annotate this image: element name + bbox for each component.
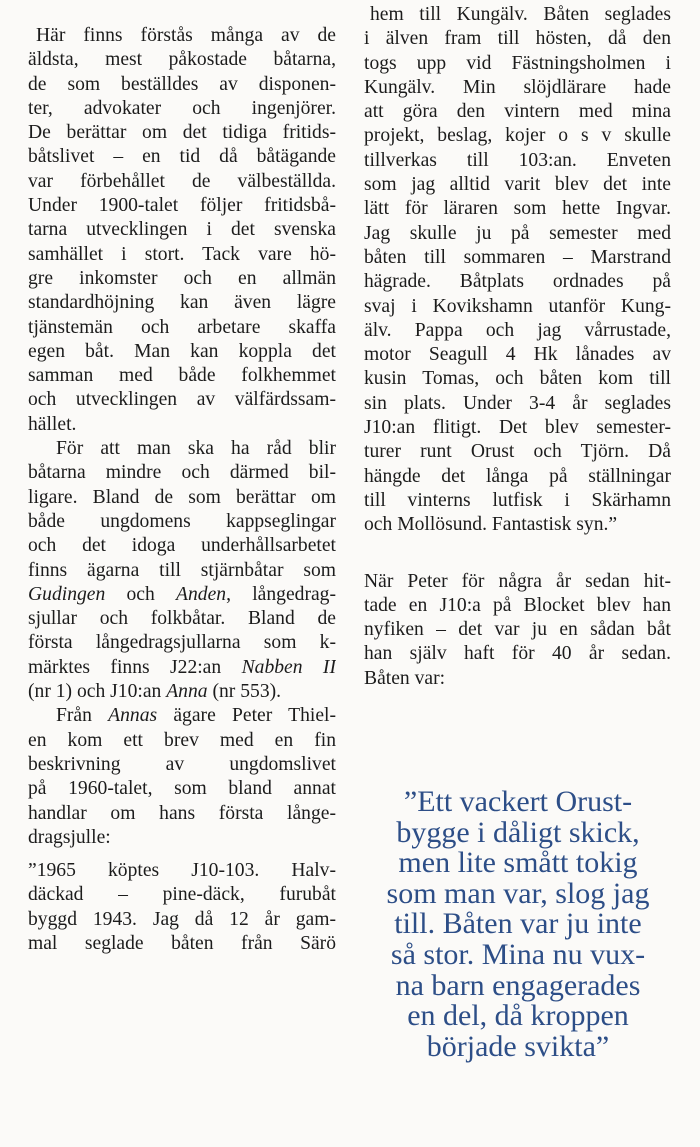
pull-quote-line: till. Båten var ju inte bbox=[394, 907, 642, 941]
text-line: egen båt. Man kan koppla det bbox=[28, 340, 336, 362]
text-line: De berättar om det tidiga fritids- bbox=[28, 122, 336, 144]
text-line: samman med både folkhemmet bbox=[28, 365, 336, 387]
pull-quote bbox=[370, 787, 666, 1062]
text-line: både ungdomens kappseglingar bbox=[28, 510, 336, 532]
text-line: projekt, beslag, kojer o s v skulle bbox=[364, 125, 671, 147]
text-line: Båten var: bbox=[364, 667, 446, 689]
text-line: Gudingen och Anden, långedrag- bbox=[28, 583, 336, 605]
text-line: tillverkas till 103:an. Enveten bbox=[364, 149, 671, 171]
text-line: byggd 1943. Jag då 12 år gam- bbox=[28, 908, 336, 930]
text-line: och Mollösund. Fantastisk syn.” bbox=[364, 514, 618, 536]
text-line: För att man ska ha råd blir bbox=[56, 438, 336, 460]
text-line: båtarna mindre och därmed bil- bbox=[28, 462, 336, 484]
text-line: samhället i stort. Tack vare hö- bbox=[28, 243, 336, 265]
paragraph-gap bbox=[364, 538, 671, 570]
pull-quote-line: ”Ett vackert Orust- bbox=[403, 785, 633, 818]
text-line: sjullar och folkbåtar. Bland de bbox=[28, 608, 336, 630]
text-line: togs upp vid Fästningsholmen i bbox=[364, 52, 671, 74]
text-line: ”1965 köptes J10-103. Halv- bbox=[28, 860, 336, 882]
text-line: var förbehållet de välbeställda. bbox=[28, 170, 336, 192]
text-line: båtslivet – en tid då båtägande bbox=[28, 146, 336, 168]
text-line: tade en J10:a på Blocket blev han bbox=[364, 594, 671, 616]
text-line: en kom ett brev med en fin bbox=[28, 729, 336, 751]
text-line: älv. Pappa och jag vårrustade, bbox=[364, 319, 671, 341]
text-line: han själv haft för 40 år sedan. bbox=[364, 643, 671, 665]
text-line: Från Annas ägare Peter Thiel- bbox=[56, 705, 336, 727]
text-line: J10:an flitigt. Det blev semester- bbox=[364, 417, 671, 439]
text-line: svaj i Kovikshamn utanför Kung- bbox=[364, 295, 671, 317]
text-line: beskrivning av ungdomslivet bbox=[28, 753, 336, 775]
text-line: ligare. Bland de som berättar om bbox=[28, 486, 336, 508]
text-line: att göra den vintern med mina bbox=[364, 101, 671, 123]
text-line: de som beställdes av disponen- bbox=[28, 73, 336, 95]
pull-quote-line: som man var, slog jag bbox=[386, 876, 650, 910]
text-line: ter, advokater och ingenjörer. bbox=[28, 97, 336, 119]
text-line: sin plats. Under 3-4 år seglades bbox=[364, 392, 671, 414]
text-line: och det idoga underhållsarbetet bbox=[28, 535, 336, 557]
text-line: handlar om hans första långe- bbox=[28, 802, 336, 824]
text-line: standardhöjning kan även lägre bbox=[28, 292, 336, 314]
pull-quote-line: så stor. Mina nu vux- bbox=[390, 937, 646, 971]
text-line: kusin Tomas, och båten kom till bbox=[364, 368, 671, 390]
text-line: När Peter för några år sedan hit- bbox=[364, 570, 671, 592]
text-line: i älven fram till hösten, då den bbox=[364, 28, 671, 50]
text-line: motor Seagull 4 Hk lånades av bbox=[364, 344, 671, 366]
text-line: Kungälv. Min slöjdlärare hade bbox=[364, 76, 671, 98]
text-line: Under 1900-talet följer fritidsbå- bbox=[28, 195, 336, 217]
text-line: (nr 1) och J10:an Anna (nr 553). bbox=[28, 681, 282, 703]
text-line: som jag alltid varit blev det inte bbox=[364, 174, 671, 196]
text-line: hället. bbox=[28, 413, 77, 435]
pull-quote-line: na barn engagerades bbox=[395, 968, 641, 1002]
text-line: gre inkomster och en allmän bbox=[28, 267, 336, 289]
text-line: mal seglade båten från Särö bbox=[28, 932, 336, 954]
text-line: båten till sommaren – Marstrand bbox=[364, 246, 671, 268]
text-line: hängde det långa på ställningar bbox=[364, 465, 671, 487]
text-line: nyfiken – det var ju en sådan båt bbox=[364, 619, 671, 641]
right-text-column bbox=[364, 3, 671, 691]
left-text-column bbox=[28, 24, 336, 956]
text-line: märktes finns J22:an Nabben II bbox=[28, 656, 336, 678]
text-line: tjänstemän och arbetare skaffa bbox=[28, 316, 336, 338]
text-line: Här finns förstås många av de bbox=[36, 25, 336, 46]
text-line: och utvecklingen av välfärdssam- bbox=[28, 389, 336, 411]
text-line: tarna utvecklingen i det svenska bbox=[28, 219, 336, 241]
pull-quote-line: en del, då kroppen bbox=[407, 999, 629, 1033]
text-line: turer runt Orust och Tjörn. Då bbox=[364, 441, 671, 463]
text-line: hem till Kungälv. Båten seglades bbox=[370, 4, 671, 25]
text-line: på 1960-talet, som bland annat bbox=[28, 778, 336, 800]
text-line: äldsta, mest påkostade båtarna, bbox=[28, 49, 336, 71]
text-line: dragsjulle: bbox=[28, 826, 111, 848]
text-line: lätt för läraren som hette Ingvar. bbox=[364, 198, 671, 220]
text-line: hägrade. Båtplats ordnades på bbox=[364, 271, 671, 293]
paragraph-gap bbox=[28, 850, 336, 859]
text-line: till vinterns lutfisk i Skärhamn bbox=[364, 489, 671, 511]
text-line: första långedragsjullarna som k- bbox=[28, 632, 336, 654]
text-line: däckad – pine-däck, furubåt bbox=[28, 884, 336, 906]
pull-quote-line: började svikta” bbox=[426, 1029, 610, 1063]
text-line: finns ägarna till stjärnbåtar som bbox=[28, 559, 336, 581]
pull-quote-line: bygge i dåligt skick, bbox=[396, 815, 640, 849]
text-line: Jag skulle ju på semester med bbox=[364, 222, 671, 244]
pull-quote-line: men lite smått tokig bbox=[398, 846, 638, 880]
